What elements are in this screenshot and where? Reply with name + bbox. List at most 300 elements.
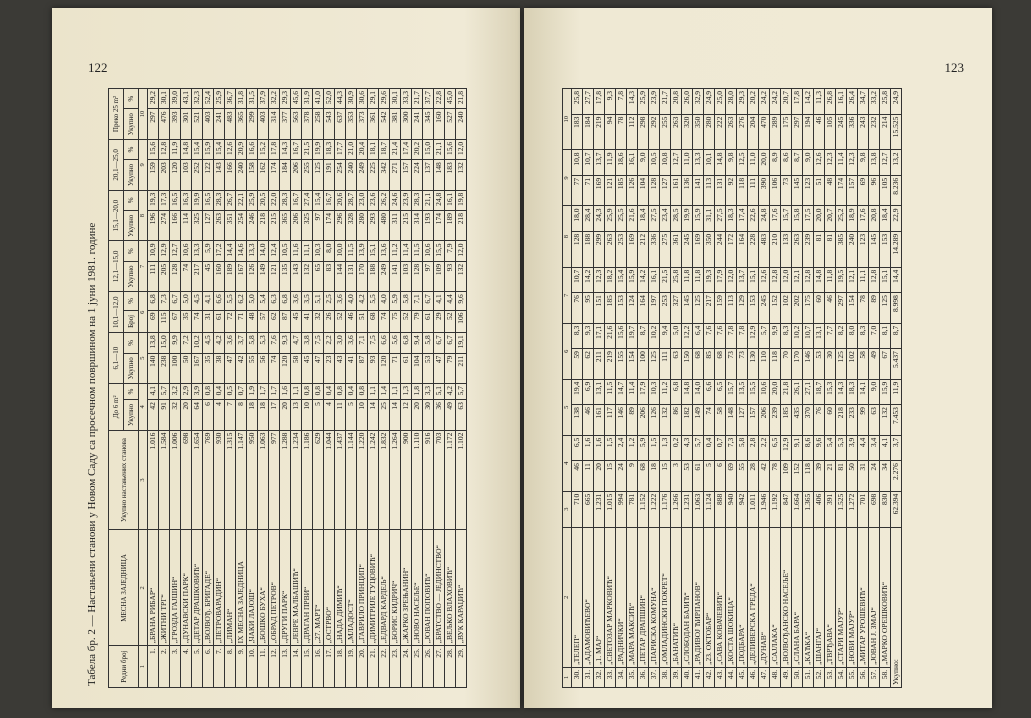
table-row xyxy=(159,89,170,688)
value-cell: 353 xyxy=(346,109,357,139)
value-cell: 154 xyxy=(627,349,638,380)
value-cell: 4,5 xyxy=(203,333,214,353)
row-number-cell: 16. xyxy=(313,646,324,688)
value-cell: 6,8 xyxy=(148,292,159,310)
value-cell: 12,8 xyxy=(770,267,781,292)
value-cell: 1.015 xyxy=(605,491,616,527)
value-cell: 30 xyxy=(423,400,434,430)
value-cell: 470 xyxy=(759,114,770,150)
value-cell: 16,1 xyxy=(649,267,660,292)
value-cell: 0,4 xyxy=(704,435,715,460)
row-number-cell: 57. xyxy=(869,667,880,687)
value-cell: 28 xyxy=(748,461,759,492)
value-cell: 170 xyxy=(357,261,368,291)
value-cell: 69 xyxy=(148,310,159,333)
table-row xyxy=(368,89,379,688)
value-cell: 297 xyxy=(148,109,159,139)
value-cell: 78 xyxy=(770,461,781,492)
value-cell: 4,2 xyxy=(445,384,456,400)
value-cell: 1.222 xyxy=(649,491,660,527)
value-cell: 2,9 xyxy=(181,384,192,400)
value-cell: 140 xyxy=(148,353,159,383)
value-cell: 254 xyxy=(335,160,346,190)
value-cell: 3,9 xyxy=(192,384,203,400)
value-cell: 5,5 xyxy=(368,292,379,310)
value-cell: 131 xyxy=(346,261,357,291)
value-cell: 1.176 xyxy=(660,491,671,527)
value-cell: 128 xyxy=(649,175,660,206)
value-cell: 17,3 xyxy=(159,190,170,210)
value-cell: 6,7 xyxy=(170,292,181,310)
value-cell: 12,1 xyxy=(792,267,803,292)
table-row xyxy=(445,89,456,688)
total-value-cell: 22,9 xyxy=(891,206,902,231)
row-number-cell: 17. xyxy=(324,646,335,688)
value-cell: 5,9 xyxy=(203,241,214,261)
value-cell: 13,9 xyxy=(357,241,368,261)
value-cell: 6 xyxy=(203,400,214,430)
table-row xyxy=(649,89,660,688)
value-cell: 6,9 xyxy=(583,379,594,404)
value-cell: 300 xyxy=(401,109,412,139)
right-table-body xyxy=(572,89,902,688)
value-cell: 29,1 xyxy=(368,89,379,109)
value-cell: 169 xyxy=(693,231,704,267)
table-row xyxy=(346,89,357,688)
value-cell: 7,6 xyxy=(704,323,715,348)
value-cell: 129 xyxy=(737,293,748,324)
value-cell: 11,1 xyxy=(858,267,869,292)
value-cell: 381 xyxy=(390,109,401,139)
value-cell: 1.044 xyxy=(324,430,335,530)
col-num: 3 xyxy=(563,491,572,527)
value-cell: 13,3 xyxy=(693,150,704,175)
value-cell: 52,0 xyxy=(324,89,335,109)
value-cell: 11,5 xyxy=(412,241,423,261)
value-cell: 15,0 xyxy=(423,139,434,159)
value-cell: 13,3 xyxy=(247,241,258,261)
community-name-cell: „БОРИС КИДРИЧ“ xyxy=(390,530,401,646)
value-cell: 103 xyxy=(401,261,412,291)
value-cell: 21,5 xyxy=(660,267,671,292)
value-cell: 5,5 xyxy=(225,292,236,310)
value-cell: 12,7 xyxy=(671,150,682,175)
col-num: 10 xyxy=(563,89,572,150)
value-cell: 3,7 xyxy=(236,333,247,353)
value-cell: 1.006 xyxy=(170,430,181,530)
value-cell: 25,9 xyxy=(247,190,258,210)
value-cell: 174 xyxy=(324,211,335,241)
row-number-cell: 49. xyxy=(781,667,792,687)
value-cell: 144 xyxy=(335,261,346,291)
value-cell: 120 xyxy=(170,160,181,190)
value-cell: 25,8 xyxy=(572,89,583,115)
value-cell: 126 xyxy=(247,261,258,291)
value-cell: 111 xyxy=(660,349,671,380)
value-cell: 263 xyxy=(671,114,682,150)
table-row xyxy=(671,89,682,688)
row-number-cell: 47. xyxy=(759,667,770,687)
value-cell: 184 xyxy=(280,160,291,190)
value-cell: 7,6 xyxy=(269,333,280,353)
value-cell: 32,9 xyxy=(693,89,704,115)
value-cell: 314 xyxy=(412,211,423,241)
value-cell: 5,7 xyxy=(159,384,170,400)
table-row xyxy=(682,89,693,688)
table-row xyxy=(258,89,269,688)
value-cell: 18,0 xyxy=(572,206,583,231)
col-num: 4 xyxy=(563,435,572,491)
value-cell: 17,9 xyxy=(638,379,649,404)
value-cell: 32,3 xyxy=(192,89,203,109)
community-name-cell: „ПЕТРОВАРАДИН“ xyxy=(214,530,225,646)
value-cell: 244 xyxy=(715,231,726,267)
value-cell: 175 xyxy=(803,293,814,324)
table-row xyxy=(390,89,401,688)
value-cell: 1.102 xyxy=(456,430,467,530)
row-number-cell: 33. xyxy=(605,667,616,687)
value-cell: 542 xyxy=(379,109,390,139)
value-cell: 117 xyxy=(605,405,616,436)
value-cell: 15 xyxy=(605,461,616,492)
row-number-cell: 34. xyxy=(616,667,627,687)
value-cell: 15,4 xyxy=(214,139,225,159)
value-cell: 219 xyxy=(605,349,616,380)
value-cell: 20,6 xyxy=(335,190,346,210)
value-cell: 11,2 xyxy=(390,241,401,261)
value-cell: 274 xyxy=(159,211,170,241)
value-cell: 5,1 xyxy=(434,384,445,400)
value-cell: 8,6 xyxy=(803,435,814,460)
value-cell: 55 xyxy=(737,461,748,492)
table-row xyxy=(379,89,390,688)
sub-ukupno: Укупно xyxy=(124,160,139,190)
value-cell: 14,0 xyxy=(258,241,269,261)
community-name-cell: „ШАНГАЈ“ xyxy=(814,527,825,667)
value-cell: 11,5 xyxy=(346,241,357,261)
value-cell: 8,0 xyxy=(847,323,858,348)
value-cell: 254 xyxy=(236,211,247,241)
row-number-cell: 30. xyxy=(572,667,583,687)
table-row xyxy=(324,89,335,688)
value-cell: 5,7 xyxy=(456,384,467,400)
value-cell: 73 xyxy=(726,349,737,380)
value-cell: 49 xyxy=(869,349,880,380)
value-cell: 15,6 xyxy=(616,323,627,348)
value-cell: 12,6 xyxy=(759,267,770,292)
community-name-cell: „ДРАГАН ПРВИ“ xyxy=(302,530,313,646)
community-name-cell: „ДЕТАР ДРАШКОВИЋ“ xyxy=(192,530,203,646)
value-cell: 5,8 xyxy=(247,333,258,353)
value-cell: 13 xyxy=(291,400,302,430)
community-name-cell: „СЛАНА БАРА“ xyxy=(792,527,803,667)
value-cell: 14 xyxy=(368,400,379,430)
table-row xyxy=(847,89,858,688)
value-cell: 30,1 xyxy=(159,89,170,109)
value-cell: 218 xyxy=(456,211,467,241)
value-cell: 151 xyxy=(594,293,605,324)
value-cell: 1.584 xyxy=(159,430,170,530)
table-row xyxy=(825,89,836,688)
value-cell: 23,0 xyxy=(357,190,368,210)
row-number-cell: 24. xyxy=(401,646,412,688)
value-cell: 4,2 xyxy=(357,292,368,310)
value-cell: 246 xyxy=(247,211,258,241)
community-name-cell: „ПОДБАРА“ xyxy=(737,527,748,667)
value-cell: 154 xyxy=(847,293,858,324)
value-cell: 125 xyxy=(693,293,704,324)
value-cell: 245 xyxy=(836,114,847,150)
community-name-cell: „ОСТРВО“ xyxy=(324,530,335,646)
value-cell: 148 xyxy=(726,405,737,436)
row-number-cell: 32. xyxy=(594,667,605,687)
value-cell: 35 xyxy=(181,310,192,333)
value-cell: 21,1 xyxy=(434,139,445,159)
col-num: 10 xyxy=(139,89,148,140)
value-cell: 9,0 xyxy=(638,150,649,175)
value-cell: 115 xyxy=(159,310,170,333)
value-cell: 22,0 xyxy=(269,190,280,210)
value-cell: 2,4 xyxy=(616,435,627,460)
value-cell: 916 xyxy=(423,430,434,530)
value-cell: 11,4 xyxy=(627,379,638,404)
value-cell: 63 xyxy=(671,349,682,380)
value-cell: 14,3 xyxy=(627,89,638,115)
table-row xyxy=(770,89,781,688)
table-row xyxy=(737,89,748,688)
community-name-cell: „ДИМИТРИЈЕ ТУЦОВИЋ“ xyxy=(368,530,379,646)
value-cell: 19,5 xyxy=(836,267,847,292)
value-cell: 17,1 xyxy=(594,323,605,348)
value-cell: 8 xyxy=(236,400,247,430)
value-cell: 15,7 xyxy=(781,206,792,231)
value-cell: 232 xyxy=(869,114,880,150)
community-name-cell: „МАРКО ОРЕШКОВИЋ“ xyxy=(880,527,891,667)
value-cell: 12,3 xyxy=(825,150,836,175)
value-cell: 327 xyxy=(671,293,682,324)
value-cell: 16,1 xyxy=(445,190,456,210)
value-cell: 217 xyxy=(192,261,203,291)
value-cell: 185 xyxy=(605,293,616,324)
row-number-cell: 18. xyxy=(335,646,346,688)
value-cell: 391 xyxy=(825,491,836,527)
right-table-rotated xyxy=(558,86,974,688)
value-cell: 17,4 xyxy=(401,139,412,159)
value-cell: 37,7 xyxy=(423,89,434,109)
value-cell: 27,5 xyxy=(715,206,726,231)
value-cell: 15,7 xyxy=(726,379,737,404)
value-cell: 122 xyxy=(203,160,214,190)
row-number-cell: 27. xyxy=(434,646,445,688)
total-label-cell: Укупно: xyxy=(891,527,902,687)
table-row xyxy=(759,89,770,688)
value-cell: 4,5 xyxy=(192,292,203,310)
row-number-cell: 31. xyxy=(583,667,594,687)
value-cell: 3,2 xyxy=(170,384,181,400)
value-cell: 25 xyxy=(379,400,390,430)
value-cell: 218 xyxy=(258,211,269,241)
value-cell: 194 xyxy=(803,114,814,150)
value-cell: 13,6 xyxy=(379,241,390,261)
community-name-cell: „ДУНАВСКИ ПАРК“ xyxy=(181,530,192,646)
value-cell: 150 xyxy=(682,349,693,380)
value-cell: 170 xyxy=(792,349,803,380)
value-cell: 239 xyxy=(803,231,814,267)
value-cell: 61 xyxy=(401,353,412,383)
community-name-cell: „СВЕТОЗАР МАРКОВИЋ“ xyxy=(605,527,616,667)
row-number-cell: 51. xyxy=(803,667,814,687)
row-number-cell: 13. xyxy=(280,646,291,688)
value-cell: 125 xyxy=(836,349,847,380)
value-cell: 218 xyxy=(836,405,847,436)
value-cell: 9,4 xyxy=(412,333,423,353)
value-cell: 20,0 xyxy=(814,206,825,231)
value-cell: 21 xyxy=(825,461,836,492)
value-cell: 1.266 xyxy=(671,491,682,527)
value-cell: 1,7 xyxy=(258,384,269,400)
value-cell: 48 xyxy=(825,175,836,206)
value-cell: 58 xyxy=(291,353,302,383)
value-cell: 203 xyxy=(159,160,170,190)
value-cell: 164 xyxy=(638,293,649,324)
value-cell: 60 xyxy=(825,405,836,436)
row-number-cell: 2. xyxy=(159,646,170,688)
value-cell: 15,9 xyxy=(203,139,214,159)
value-cell: 900 xyxy=(401,430,412,530)
value-cell: 174 xyxy=(434,211,445,241)
value-cell: 157 xyxy=(847,175,858,206)
column-number-row xyxy=(139,89,148,688)
value-cell: 146 xyxy=(616,405,627,436)
value-cell: 3,6 xyxy=(225,333,236,353)
value-cell: 24,2 xyxy=(770,89,781,115)
value-cell: 11,4 xyxy=(401,241,412,261)
value-cell: 51 xyxy=(357,310,368,333)
value-cell: 7,8 xyxy=(616,89,627,115)
value-cell: 9 xyxy=(627,461,638,492)
value-cell: 23,9 xyxy=(649,89,660,115)
community-name-cell: „НАДА ДИМИЋ“ xyxy=(335,530,346,646)
community-name-cell: „ГАВРИЛО ПРИНЦИП“ xyxy=(357,530,368,646)
header-10-12: 10,1—12,0 xyxy=(109,292,124,333)
value-cell: 74 xyxy=(192,310,203,333)
value-cell: 42 xyxy=(759,461,770,492)
value-cell: 149 xyxy=(258,261,269,291)
value-cell: 120 xyxy=(280,353,291,383)
sub-pct: % xyxy=(124,241,139,261)
value-cell: 21,7 xyxy=(660,89,671,115)
value-cell: 113 xyxy=(704,175,715,206)
header-20-25: 20,1—25,0 xyxy=(109,139,124,190)
value-cell: 11,0 xyxy=(682,150,693,175)
row-number-cell: 37. xyxy=(649,667,660,687)
col-num: 5 xyxy=(139,333,148,384)
table-row xyxy=(313,89,324,688)
value-cell: 18,4 xyxy=(638,206,649,231)
value-cell: 325 xyxy=(192,211,203,241)
table-row xyxy=(412,89,423,688)
value-cell: 21,4 xyxy=(390,139,401,159)
total-value-cell: 8,7 xyxy=(891,323,902,348)
value-cell: 126 xyxy=(649,405,660,436)
col-num: 6 xyxy=(139,292,148,333)
value-cell: 18,3 xyxy=(726,206,737,231)
header-row xyxy=(109,89,124,688)
row-number-cell: 52. xyxy=(814,667,825,687)
value-cell: 311 xyxy=(390,211,401,241)
value-cell: 164 xyxy=(737,231,748,267)
header-total: Укупно настањених станова xyxy=(109,430,139,530)
value-cell: 1,9 xyxy=(247,384,258,400)
value-cell: 18,7 xyxy=(379,139,390,159)
value-cell: 5 xyxy=(346,400,357,430)
sub-pct: % xyxy=(124,89,139,109)
sub-broj: Број xyxy=(124,310,139,333)
value-cell: 93 xyxy=(368,353,379,383)
value-cell: 18,9 xyxy=(847,206,858,231)
value-cell: 86 xyxy=(671,405,682,436)
value-cell: 365 xyxy=(280,211,291,241)
row-number-cell: 7. xyxy=(214,646,225,688)
value-cell: 1.234 xyxy=(291,430,302,530)
value-cell: 25,9 xyxy=(605,206,616,231)
value-cell: 263 xyxy=(214,211,225,241)
value-cell: 5,6 xyxy=(390,333,401,353)
value-cell: 276 xyxy=(737,114,748,150)
value-cell: 8,3 xyxy=(572,323,583,348)
value-cell: 14,3 xyxy=(836,379,847,404)
community-name-cell: „БРАНА РИБАР“ xyxy=(148,530,159,646)
sub-pct: % xyxy=(124,292,139,310)
value-cell: 1,5 xyxy=(605,435,616,460)
value-cell: 31,8 xyxy=(236,89,247,109)
table-row xyxy=(456,89,467,688)
value-cell: 100 xyxy=(638,349,649,380)
value-cell: 9,1 xyxy=(792,435,803,460)
value-cell: 1.192 xyxy=(770,491,781,527)
value-cell: 197 xyxy=(649,293,660,324)
value-cell: 184 xyxy=(583,114,594,150)
value-cell: 8,3 xyxy=(858,323,869,348)
value-cell: 263 xyxy=(792,231,803,267)
value-cell: 15,5 xyxy=(748,379,759,404)
value-cell: 16,6 xyxy=(247,139,258,159)
value-cell: 20,4 xyxy=(357,139,368,159)
value-cell: 3,6 xyxy=(335,292,346,310)
value-cell: 219 xyxy=(594,114,605,150)
value-cell: 27,1 xyxy=(803,379,814,404)
value-cell: 33,2 xyxy=(869,89,880,115)
value-cell: 87 xyxy=(357,353,368,383)
value-cell: 769 xyxy=(203,430,214,530)
sub-pct: % xyxy=(124,139,139,159)
value-cell: 17,2 xyxy=(214,241,225,261)
value-cell: 0,8 xyxy=(335,384,346,400)
value-cell: 17 xyxy=(269,400,280,430)
community-name-cell: „ТЕЛЕП“ xyxy=(572,527,583,667)
value-cell: 69 xyxy=(858,175,869,206)
value-cell: 9,9 xyxy=(770,323,781,348)
value-cell: 298 xyxy=(638,114,649,150)
row-number-cell: 40. xyxy=(682,667,693,687)
value-cell: 145 xyxy=(682,293,693,324)
value-cell: 1.147 xyxy=(236,430,247,530)
value-cell: 385 xyxy=(836,231,847,267)
value-cell: 158 xyxy=(247,160,258,190)
table-row xyxy=(814,89,825,688)
value-cell: 13,7 xyxy=(737,267,748,292)
value-cell: 102 xyxy=(781,293,792,324)
